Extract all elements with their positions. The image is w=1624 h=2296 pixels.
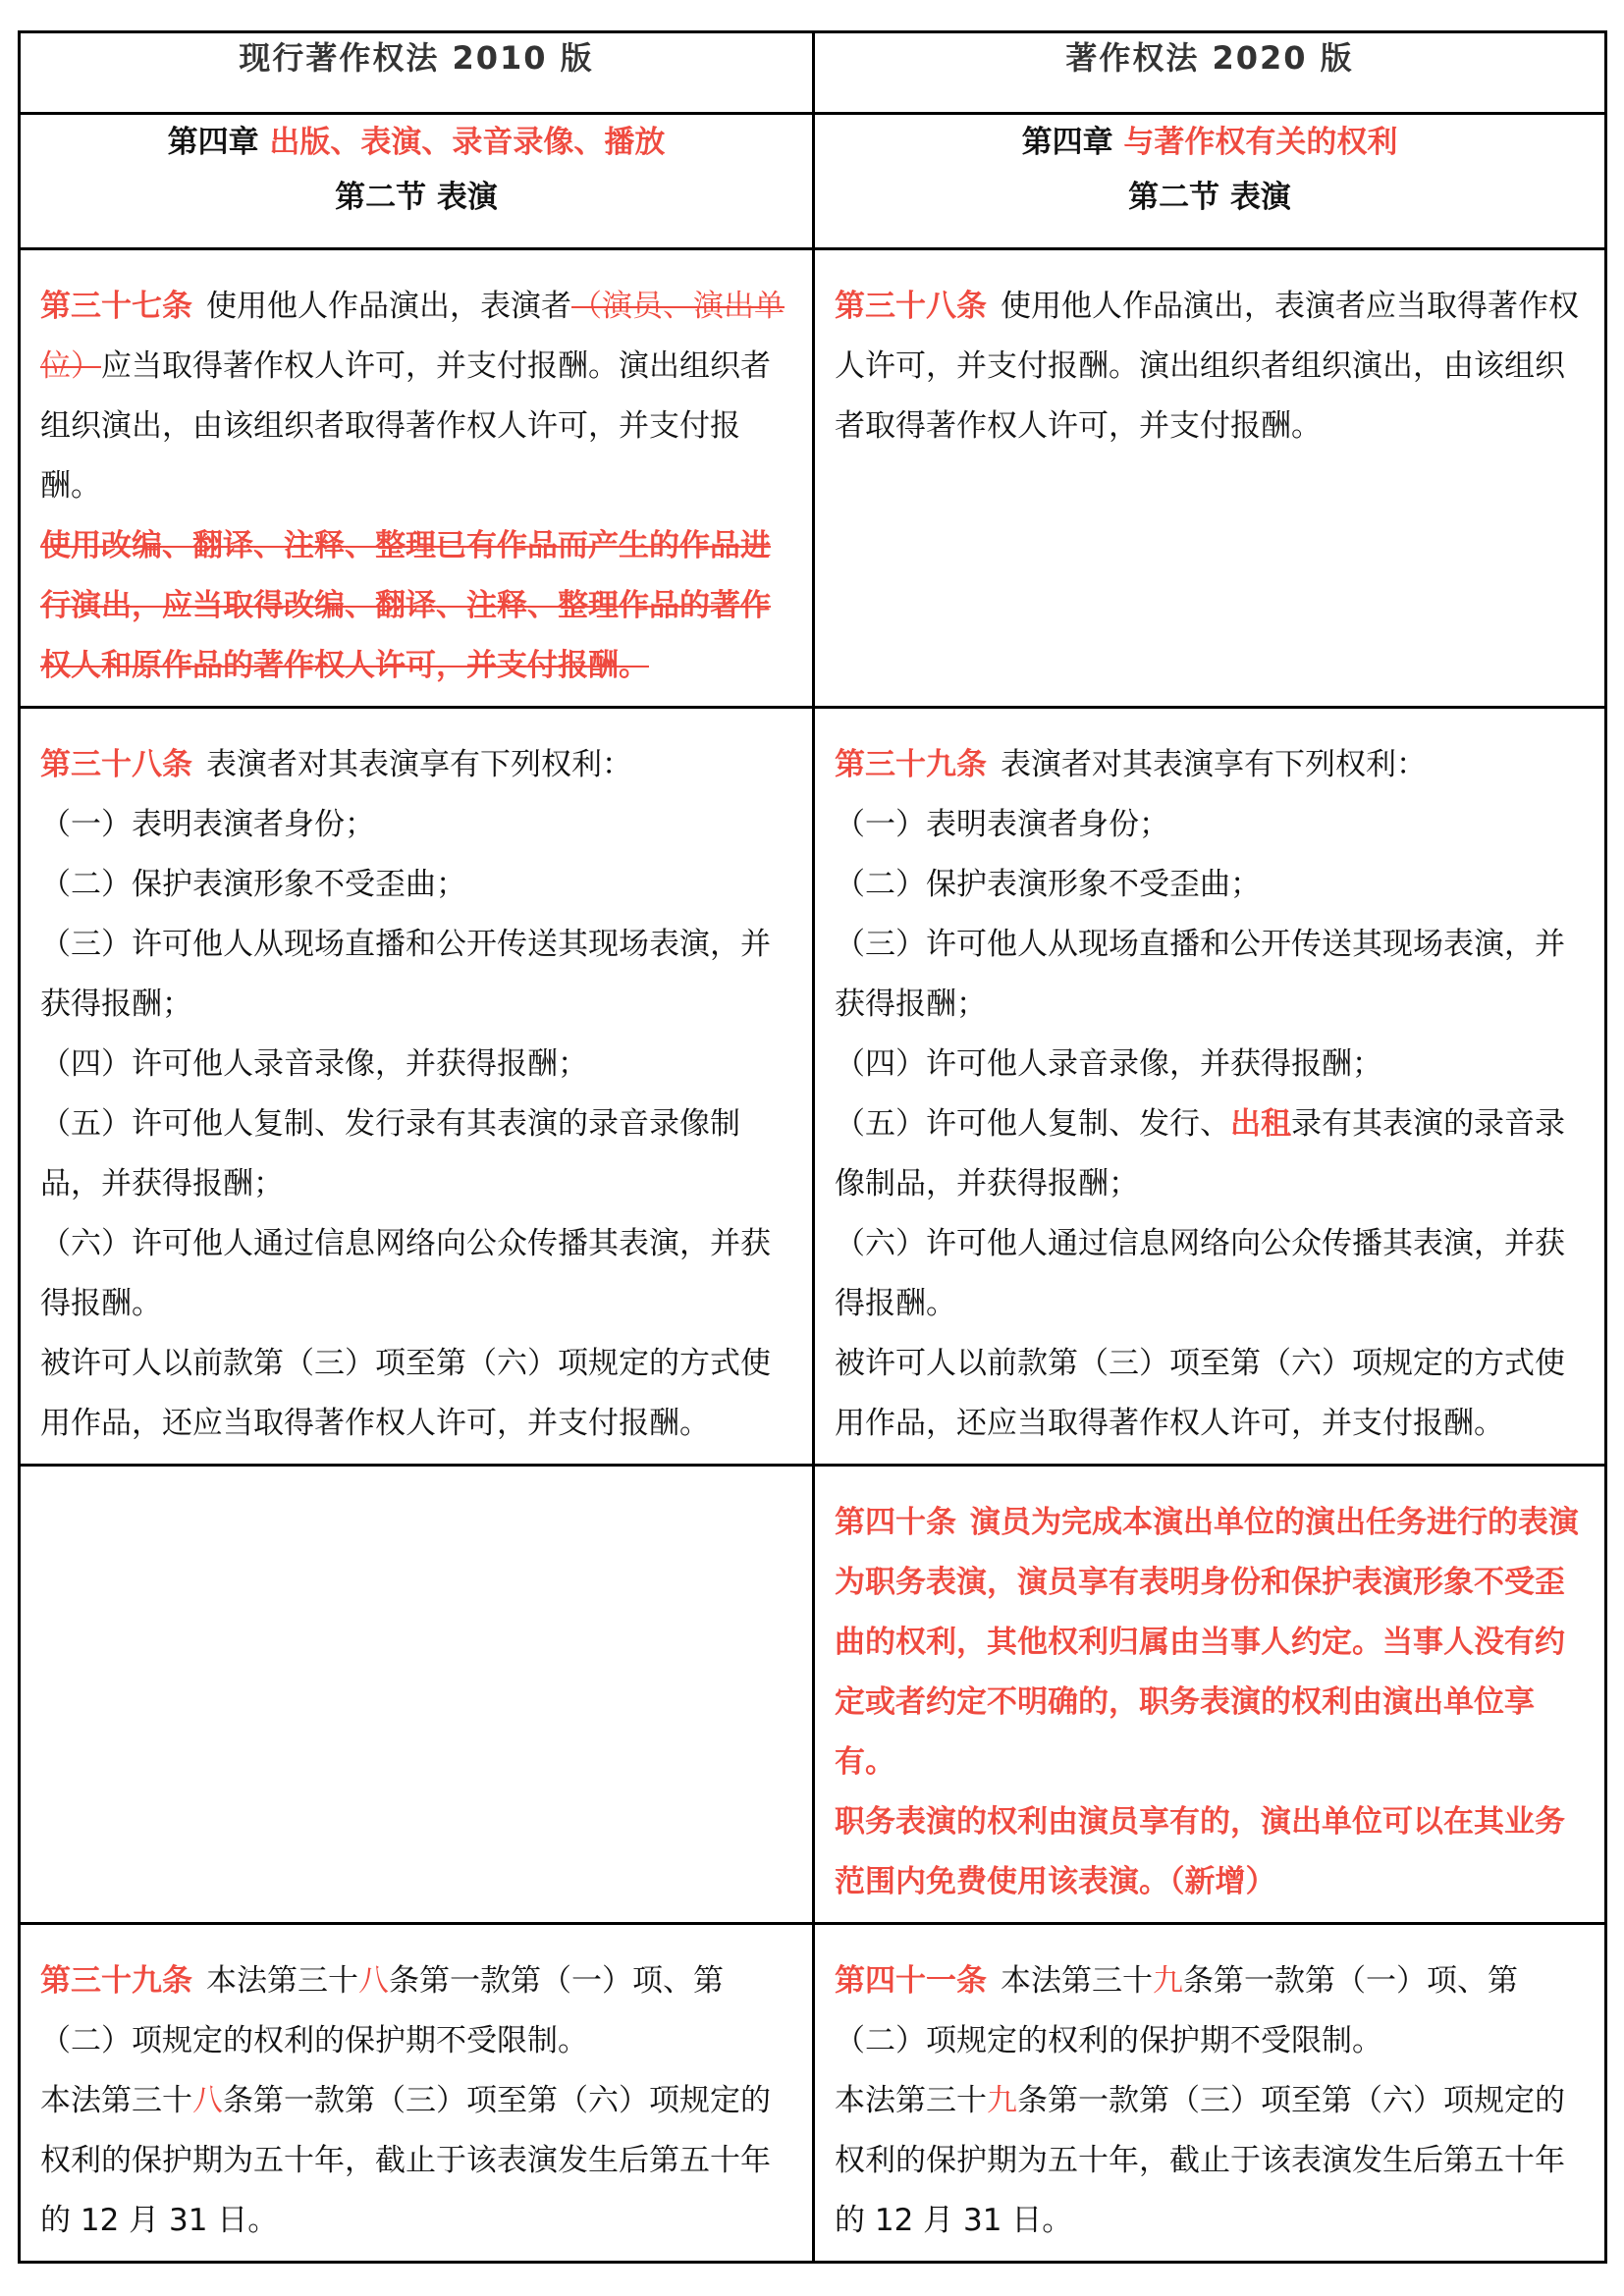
chapter-label: 第四章 (167, 125, 259, 160)
list-item: （六）许可他人通过信息网络向公众传播其表演，并获得报酬。 (835, 1226, 1565, 1321)
article-number: 第三十八条 (835, 289, 987, 324)
article-cell-left-empty (20, 1466, 814, 1924)
article-paragraph (40, 2071, 798, 2251)
article-text: 本法第三十 (206, 1963, 358, 1999)
added-text: 出租 (1230, 1106, 1291, 1142)
article-cell-right (814, 249, 1606, 708)
section-title: 第二节 表演 (1128, 180, 1291, 215)
changed-text: 九 (1153, 1963, 1183, 1999)
article-text: 条第一款第（一）项、第（二）项规定的权利的保护期不受限制。 (835, 1963, 1518, 2058)
changed-text: 九 (987, 2083, 1017, 2118)
article-number: 第三十八条 (40, 747, 192, 782)
list-item: （二）保护表演形象不受歪曲； (40, 867, 466, 902)
article-number: 第四十条 (835, 1505, 956, 1540)
chapter-left (20, 114, 814, 249)
changed-text: 八 (358, 1963, 389, 1999)
list-item: （四）许可他人录音录像，并获得报酬； (835, 1046, 1382, 1082)
article-cell-left (20, 249, 814, 708)
article-cell-right (814, 1924, 1606, 2263)
closing-paragraph: 被许可人以前款第（三）项至第（六）项规定的方式使用作品，还应当取得著作权人许可，并支付报酬。 (835, 1346, 1565, 1441)
chapter-title: 出版、表演、录音录像、播放 (269, 125, 666, 160)
right-version-title: 著作权法 2020 版 (1065, 39, 1354, 77)
header-left (20, 32, 814, 114)
article-row (20, 249, 1606, 708)
header-right (814, 32, 1606, 114)
article-number: 第三十九条 (835, 747, 987, 782)
list-item: （六）许可他人通过信息网络向公众传播其表演，并获得报酬。 (40, 1226, 771, 1321)
list-item: （一）表明表演者身份； (40, 807, 375, 842)
changed-text: 八 (192, 2083, 223, 2118)
new-article-text: 演员为完成本演出单位的演出任务进行的表演为职务表演，演员享有表明身份和保护表演形象不受歪曲的权利，其他权利归属由当事人约定。当事人没有约定或者约定不明确的，职务表演的权利由演出单位享有。 (835, 1505, 1579, 1780)
article-text: 条第一款第（三）项至第（六）项规定的权利的保护期为五十年，截止于该表演发生后第五十年的 12 月 31 日。 (835, 2083, 1565, 2238)
article-intro: 表演者对其表演享有下列权利： (206, 747, 632, 782)
new-article-text: 职务表演的权利由演员享有的，演出单位可以在其业务范围内免费使用该表演。（新增） (835, 1804, 1565, 1899)
article-row (20, 1924, 1606, 2263)
article-text: 本法第三十 (835, 2083, 987, 2118)
article-row (20, 708, 1606, 1466)
article-cell-left (20, 708, 814, 1466)
closing-paragraph: 被许可人以前款第（三）项至第（六）项规定的方式使用作品，还应当取得著作权人许可，并支付报酬。 (40, 1346, 771, 1441)
article-text: 使用他人作品演出，表演者 (206, 289, 571, 324)
list-item: （三）许可他人从现场直播和公开传送其现场表演，并获得报酬； (40, 927, 771, 1022)
article-text: 应当取得著作权人许可，并支付报酬。演出组织者组织演出，由该组织者取得著作权人许可，并支付报酬。 (40, 348, 771, 504)
article-cell-left (20, 1924, 814, 2263)
header-row (20, 32, 1606, 114)
list-item: （二）保护表演形象不受歪曲； (835, 867, 1261, 902)
comparison-table (18, 30, 1607, 2264)
article-text: 条第一款第（三）项至第（六）项规定的权利的保护期为五十年，截止于该表演发生后第五十年的 12 月 31 日。 (40, 2083, 771, 2238)
deleted-text: （演员、演出单位） (40, 289, 785, 384)
article-text: 使用他人作品演出，表演者应当取得著作权人许可，并支付报酬。演出组织者组织演出，由该组织者取得著作权人许可，并支付报酬。 (835, 289, 1579, 444)
chapter-title: 与著作权有关的权利 (1123, 125, 1398, 160)
article-row (20, 1466, 1606, 1924)
chapter-right (814, 114, 1606, 249)
article-text: 条第一款第（一）项、第（二）项规定的权利的保护期不受限制。 (40, 1963, 724, 2058)
article-paragraph (835, 2071, 1591, 2251)
chapter-row (20, 114, 1606, 249)
article-cell-right (814, 1466, 1606, 1924)
list-item-text: 录有其表演的录音录像制品，并获得报酬； (835, 1106, 1565, 1201)
list-item: （一）表明表演者身份； (835, 807, 1169, 842)
article-cell-right (814, 708, 1606, 1466)
list-item: （三）许可他人从现场直播和公开传送其现场表演，并获得报酬； (835, 927, 1565, 1022)
list-item: （四）许可他人录音录像，并获得报酬； (40, 1046, 588, 1082)
deleted-paragraph: 使用改编、翻译、注释、整理已有作品而产生的作品进行演出，应当取得改编、翻译、注释、整理作品的著作权人和原作品的著作权人许可，并支付报酬。 (40, 528, 771, 683)
article-text: 本法第三十 (1001, 1963, 1153, 1999)
article-text: 本法第三十 (40, 2083, 192, 2118)
article-number: 第四十一条 (835, 1963, 987, 1999)
article-number: 第三十七条 (40, 289, 192, 324)
list-item (835, 1095, 1591, 1214)
list-item-text: （五）许可他人复制、发行、 (835, 1106, 1230, 1142)
left-version-title: 现行著作权法 2010 版 (239, 39, 594, 77)
chapter-label: 第四章 (1021, 125, 1113, 160)
article-intro: 表演者对其表演享有下列权利： (1001, 747, 1427, 782)
article-number: 第三十九条 (40, 1963, 192, 1999)
section-title: 第二节 表演 (335, 180, 498, 215)
list-item: （五）许可他人复制、发行录有其表演的录音录像制品，并获得报酬； (40, 1106, 740, 1201)
